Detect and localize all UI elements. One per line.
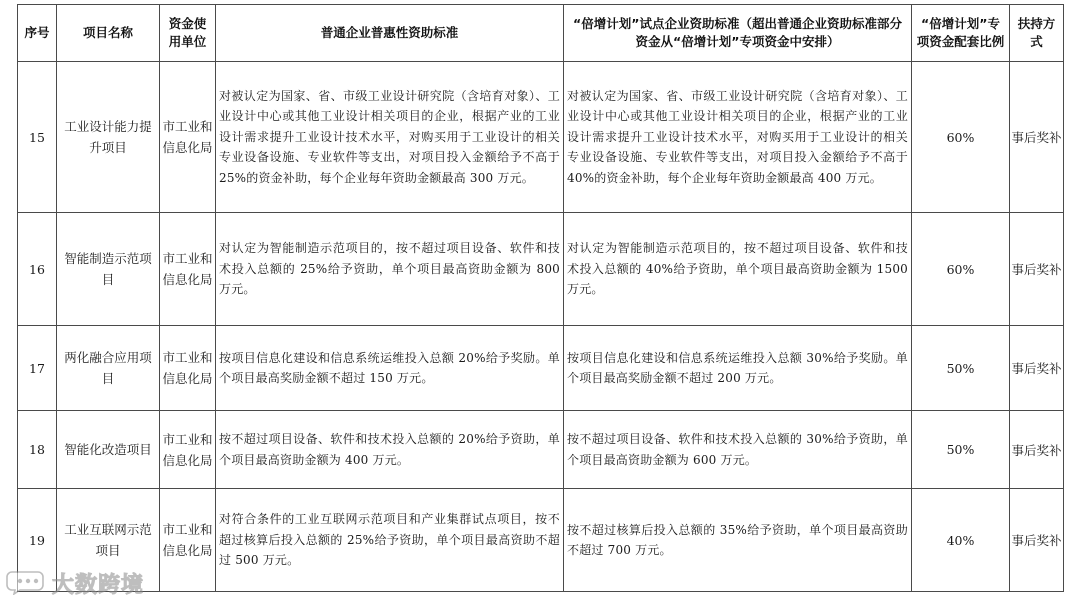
header-project-name: 项目名称 [57,5,160,62]
table-row [18,326,1064,411]
header-matching-ratio: “倍增计划”专项资金配套比例 [912,5,1010,62]
table-row [18,489,1064,592]
subsidy-standards-table [17,4,1064,592]
row-pilot-standard: 按不超过项目设备、软件和技术投入总额的 30%给予资助，单个项目最高资助金额为 600 万元。 [564,411,912,489]
row-fund-user: 市工业和信息化局 [160,213,216,326]
row-standard: 对被认定为国家、省、市级工业设计研究院（含培育对象）、工业设计中心或其他工业设计相关项目的企业，根据产业的工业设计需求提升工业设计技术水平，对购买用于工业设计的相关专业设备设施、专业软件等支出，对项目投入金额给予不高于 25%的资金补助，每个企业每年资助金额最高 300 万元。 [216,62,564,213]
row-fund-user: 市工业和信息化局 [160,326,216,411]
row-pilot-standard: 按不超过核算后投入总额的 35%给予资助，单个项目最高资助不超过 700 万元。 [564,489,912,592]
row-no: 17 [18,326,57,411]
chat-bubble-logo-icon [6,569,46,599]
row-no: 18 [18,411,57,489]
row-matching-ratio: 50% [912,411,1010,489]
row-project-name: 智能化改造项目 [57,411,160,489]
header-standard: 普通企业普惠性资助标准 [216,5,564,62]
row-support-mode: 事后奖补 [1010,213,1064,326]
header-no: 序号 [18,5,57,62]
table-header [18,5,1064,62]
row-support-mode: 事后奖补 [1010,411,1064,489]
header-row [18,5,1064,62]
header-fund-user: 资金使用单位 [160,5,216,62]
row-standard: 对认定为智能制造示范项目的，按不超过项目设备、软件和技术投入总额的 25%给予资助，单个项目最高资助金额为 800 万元。 [216,213,564,326]
row-no: 19 [18,489,57,592]
row-project-name: 工业设计能力提升项目 [57,62,160,213]
table-body [18,62,1064,592]
table-row [18,213,1064,326]
row-project-name: 工业互联网示范项目 [57,489,160,592]
row-project-name: 两化融合应用项目 [57,326,160,411]
row-matching-ratio: 40% [912,489,1010,592]
row-no: 16 [18,213,57,326]
watermark [6,568,144,599]
header-support-mode: 扶持方式 [1010,5,1064,62]
row-pilot-standard: 对认定为智能制造示范项目的，按不超过项目设备、软件和技术投入总额的 40%给予资助，单个项目最高资助金额为 1500 万元。 [564,213,912,326]
row-fund-user: 市工业和信息化局 [160,411,216,489]
table-row [18,411,1064,489]
row-standard: 按不超过项目设备、软件和技术投入总额的 20%给予资助，单个项目最高资助金额为 400 万元。 [216,411,564,489]
row-support-mode: 事后奖补 [1010,489,1064,592]
row-matching-ratio: 60% [912,213,1010,326]
row-standard: 对符合条件的工业互联网示范项目和产业集群试点项目，按不超过核算后投入总额的 25%给予资助，单个项目最高资助不超过 500 万元。 [216,489,564,592]
row-standard: 按项目信息化建设和信息系统运维投入总额 20%给予奖励。单个项目最高奖励金额不超过 150 万元。 [216,326,564,411]
row-pilot-standard: 对被认定为国家、省、市级工业设计研究院（含培育对象）、工业设计中心或其他工业设计相关项目的企业，根据产业的工业设计需求提升工业设计技术水平，对购买用于工业设计的相关专业设备设施、专业软件等支出，对项目投入金额给予不高于 40%的资金补助，每个企业每年资助金额最高 400 万元。 [564,62,912,213]
row-matching-ratio: 50% [912,326,1010,411]
row-fund-user: 市工业和信息化局 [160,62,216,213]
row-pilot-standard: 按项目信息化建设和信息系统运维投入总额 30%给予奖励。单个项目最高奖励金额不超过 200 万元。 [564,326,912,411]
row-matching-ratio: 60% [912,62,1010,213]
row-no: 15 [18,62,57,213]
row-support-mode: 事后奖补 [1010,62,1064,213]
policy-table-container [17,4,1063,592]
row-fund-user: 市工业和信息化局 [160,489,216,592]
watermark-text: 大数跨境 [52,573,145,598]
row-project-name: 智能制造示范项目 [57,213,160,326]
row-support-mode: 事后奖补 [1010,326,1064,411]
header-pilot-standard: “倍增计划”试点企业资助标准（超出普通企业资助标准部分资金从“倍增计划”专项资金中安排） [564,5,912,62]
table-row [18,62,1064,213]
